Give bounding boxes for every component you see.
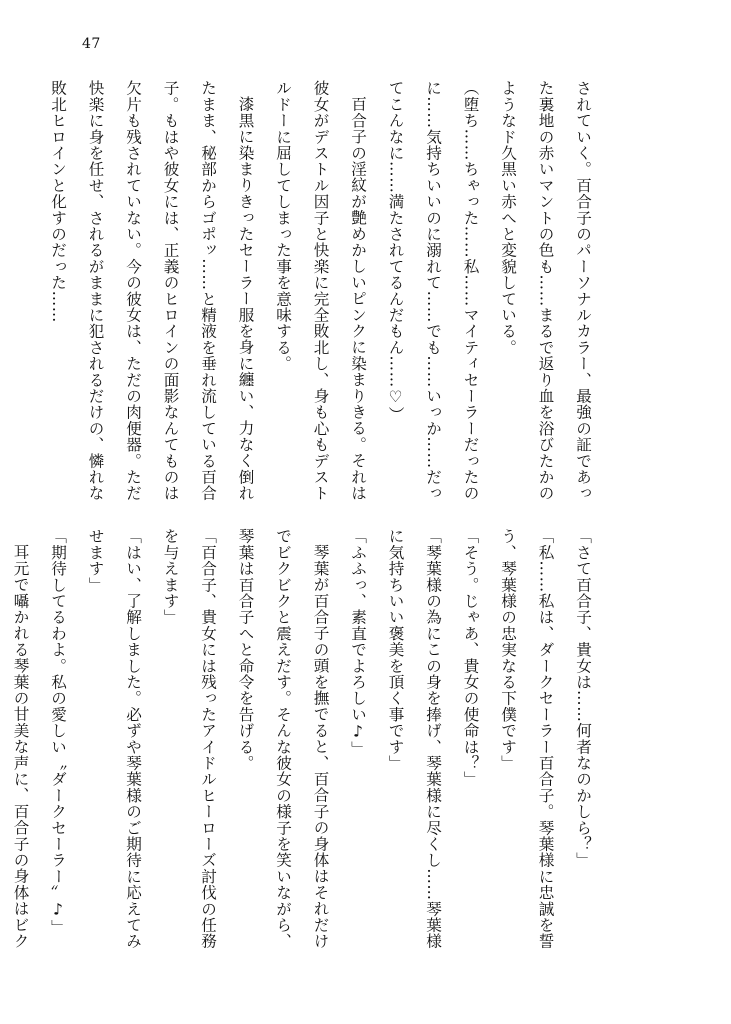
text-line: たまま、秘部からゴポッ……と精液を垂れ流している百合 [199, 80, 217, 502]
text-line [0, 528, 1, 948]
text-line: 百合子の淫紋が艶めかしいピンクに染まりきる。それは [349, 95, 367, 501]
text-line: 「私……私は、ダークセーラー百合子。琴葉様に忠誠を誓 [536, 528, 555, 950]
text-line: 琴葉が百合子の頭を撫でると、百合子の身体はそれだけ [311, 543, 330, 949]
section-divider [0, 80, 1, 500]
page-number: 47 [82, 36, 101, 52]
text-line: ルドーに屈してしまった事を意味する。 [274, 80, 292, 372]
text-line: 敗北ヒロインと化すのだった…… [49, 80, 67, 323]
text-line: 「はい、了解しました。必ずや琴葉様のご期待に応えてみ [124, 528, 142, 950]
text-line: 「さて百合子、貴女は……何者なのかしら？」 [574, 528, 592, 869]
text-line: 子。もはや彼女には、正義のヒロインの面影なんてものは [161, 80, 180, 502]
text-line: されていく。百合子のパーソナルカラー、最強の証であっ [574, 80, 592, 502]
text-line: 彼女がデストル因子と快楽に完全敗北し、身も心もデスト [311, 80, 330, 502]
text-line: 「期待してるわよ。私の愛しい〝ダークセーラー〟♪」 [49, 528, 67, 936]
text-line: 琴葉は百合子へと命令を告げる。 [236, 528, 255, 771]
text-line: 欠片も残されていない。今の彼女は、ただの肉便器。ただ [124, 80, 142, 502]
text-line: 快楽に身を任せ、されるがままに犯されるだけの、憐れな [86, 80, 105, 502]
text-block-top [21, 80, 601, 500]
text-line: でビクビクと震えだす。そんな彼女の様子を笑いながら、 [274, 528, 292, 950]
text-line: 「そう。じゃあ、貴女の使命は？」 [461, 528, 480, 788]
text-line: に気持ちいい褒美を頂く事です」 [386, 528, 405, 771]
text-line: う、琴葉様の忠実なる下僕です」 [499, 528, 517, 771]
text-line: （堕ち……ちゃった……私……マイティセーラーだったの [461, 80, 480, 502]
text-line: を与えます」 [161, 528, 180, 626]
text-line: 「琴葉様の為にこの身を捧げ、琴葉様に尽くし……琴葉様 [424, 528, 442, 950]
text-line [1, 80, 39, 500]
text-line: 「ふふっ、素直でよろしい♪」 [349, 528, 367, 758]
text-block-bottom [11, 528, 601, 950]
text-line: せます」 [86, 528, 105, 593]
text-line: 漆黒に染まりきったセーラー服を身に纏い、力なく倒れ [236, 95, 255, 501]
text-line: 耳元で囁かれる琴葉の甘美な声に、百合子の身体はビク [11, 543, 30, 949]
text-line: てこんなに……満たされてるんだもん……♡） [386, 80, 405, 423]
text-line: に……気持ちいいのに溺れて……でも……いっか……だっ [424, 80, 442, 502]
text-line: ようなド久黒い赤へと変貌している。 [499, 80, 517, 356]
text-line: た裏地の赤いマントの色も……まるで返り血を浴びたかの [536, 80, 555, 502]
text-line: 「百合子、貴女には残ったアイドルヒーローズ討伐の任務 [199, 528, 217, 950]
